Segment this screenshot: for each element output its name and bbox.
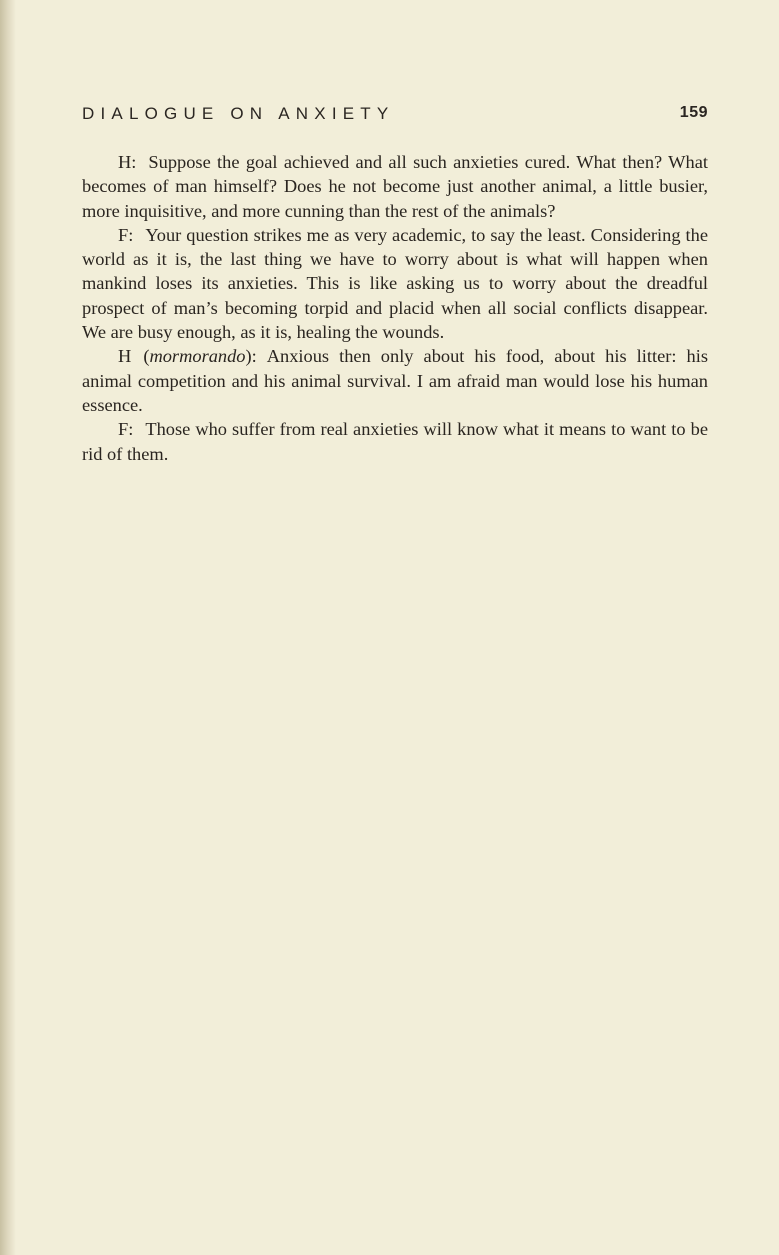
page-gutter-shadow	[0, 0, 16, 1255]
running-head	[82, 100, 708, 130]
paragraph-text: Your question strikes me as very academic, to say the least. Considering the world as it is, the last thing we have to worry about is what will happen when mankind loses its anxieties. This is like asking us to worry about the dreadful prospect of man’s becoming torpid and placid when all social conflicts disappear. We are busy enough, as it is, healing the wounds.	[82, 224, 708, 343]
dialogue-paragraph	[82, 223, 708, 344]
book-page	[82, 100, 708, 466]
dialogue-paragraph: H (mormorando): Anxious then only about his food, about his litter: his animal competition and his animal survival. I am afraid man would lose his human essence.	[82, 346, 708, 415]
speaker-label: F:	[118, 419, 134, 440]
page-number: 159	[679, 104, 708, 121]
stage-direction: mormorando	[149, 346, 246, 367]
paragraph-text: Those who suffer from real anxieties will know what it means to want to be rid of them.	[82, 419, 708, 464]
speaker-label: F:	[118, 224, 134, 245]
paragraph-text: Suppose the goal achieved and all such anxieties cured. What then? What becomes of man himself? Does he not become just another animal, a little busier, more inquisitive, and more cunning than the rest of the animals?	[82, 152, 708, 221]
speaker-label: H:	[118, 152, 137, 172]
dialogue-text	[82, 150, 708, 466]
dialogue-paragraph	[82, 150, 708, 223]
running-title: DIALOGUE ON ANXIETY	[82, 104, 395, 123]
speaker-label: H	[118, 346, 132, 367]
paragraph-text: Anxious then only about his food, about his litter: his animal competition and his animal survival. I am afraid man would lose his human essence.	[82, 346, 708, 415]
dialogue-paragraph	[82, 417, 708, 466]
